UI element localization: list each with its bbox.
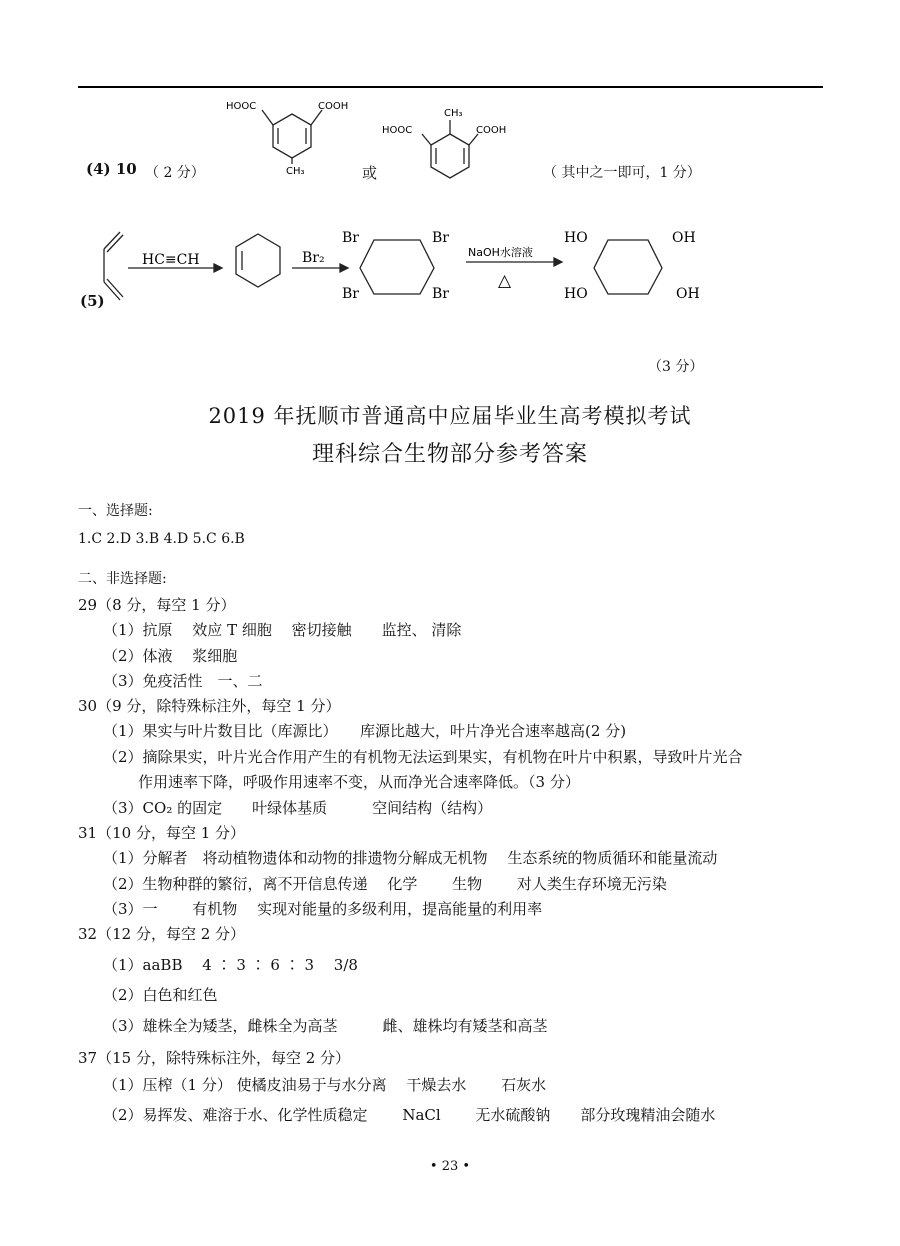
br-label-2: Br — [432, 230, 449, 246]
part4-score: （ 2 分） — [145, 165, 205, 181]
q37-line-2: （2）易挥发、难溶于水、化学性质稳定 NaCl 无水硫酸钠 部分玫瑰精油会随水 — [103, 1106, 716, 1124]
q37-header: 37（15 分，除特殊标注外，每空 2 分） — [78, 1049, 351, 1067]
top-rule — [78, 86, 823, 88]
reagent-bromine: Br₂ — [302, 250, 325, 266]
oh-label-3: HO — [564, 286, 588, 302]
struct1-right-group: COOH — [318, 101, 349, 112]
br-label-3: Br — [342, 286, 359, 302]
q30-line-2-cont: 作用速率下降，呼吸作用速率不变，从而净光合速率降低。（3 分） — [138, 773, 580, 791]
title-line-2: 理科综合生物部分参考答案 — [311, 442, 588, 467]
oh-label-2: OH — [672, 230, 696, 246]
q37-line-1: （1）压榨（1 分） 使橘皮油易于与水分离 干燥去水 石灰水 — [103, 1076, 547, 1094]
heat-symbol: △ — [498, 271, 512, 291]
page-number: • 23 • — [429, 1159, 471, 1174]
oh-label-4: OH — [676, 286, 700, 302]
br-label-1: Br — [342, 230, 359, 246]
struct2-right-group: COOH — [476, 125, 507, 136]
q29-line-3: （3）免疫活性 一、二 — [103, 672, 263, 690]
q32-line-2: （2）白色和红色 — [103, 986, 218, 1004]
q30-line-3: （3）CO₂ 的固定 叶绿体基质 空间结构（结构） — [103, 799, 493, 817]
q30-line-1: （1）果实与叶片数目比（库源比） 库源比越大，叶片净光合速率越高(2 分) — [103, 722, 627, 740]
struct1-left-group: HOOC — [226, 101, 257, 112]
q29-line-1: （1）抗原 效应 T 细胞 密切接触 监控、 清除 — [103, 621, 462, 639]
q32-line-1: （1）aaBB 4 ∶ 3 ∶ 6 ∶ 3 3/8 — [103, 956, 358, 974]
struct2-left-group: HOOC — [382, 125, 413, 136]
q32-line-3: （3）雄株全为矮茎，雌株全为高茎 雌、雄株均有矮茎和高茎 — [103, 1017, 548, 1035]
structure-methyl-isophthalic — [378, 98, 528, 183]
struct2-top-group: CH₃ — [444, 108, 463, 119]
oh-label-1: HO — [564, 230, 588, 246]
q31-header: 31（10 分，每空 1 分） — [78, 824, 246, 842]
reaction-scheme — [96, 214, 716, 314]
or-word: 或 — [362, 164, 378, 182]
part4-note: （ 其中之一即可，1 分） — [543, 165, 701, 181]
q31-line-3: （3）一 有机物 实现对能量的多级利用，提高能量的利用率 — [103, 900, 543, 918]
part5-label: (5) — [80, 292, 105, 310]
part5-score: （3 分） — [648, 359, 704, 375]
q31-line-2: （2）生物种群的繁衍，离不开信息传递 化学 生物 对人类生存环境无污染 — [103, 875, 667, 893]
structure-isophthalic-methyl — [222, 92, 372, 182]
q32-header: 32（12 分，每空 2 分） — [78, 925, 246, 943]
title-line-1: 2019 年抚顺市普通高中应届毕业生高考模拟考试 — [208, 404, 692, 428]
struct1-bottom-group: CH₃ — [286, 166, 305, 177]
section1-heading: 一、选择题: — [78, 503, 153, 519]
reagent-naoh: NaOH水溶液 — [468, 246, 533, 259]
br-label-4: Br — [432, 286, 449, 302]
q31-line-1: （1）分解者 将动植物遗体和动物的排遗物分解成无机物 生态系统的物质循环和能量流动 — [103, 849, 718, 867]
q30-line-2: （2）摘除果实，叶片光合作用产生的有机物无法运到果实，有机物在叶片中积累，导致叶片光合 — [103, 748, 743, 766]
q29-header: 29（8 分，每空 1 分） — [78, 596, 236, 614]
section2-heading: 二、非选择题: — [78, 571, 167, 587]
part4-label: (4) 10 — [86, 160, 137, 178]
q29-line-2: （2）体液 浆细胞 — [103, 647, 238, 665]
q30-header: 30（9 分，除特殊标注外，每空 1 分） — [78, 697, 341, 715]
section1-answers: 1.C 2.D 3.B 4.D 5.C 6.B — [78, 531, 245, 547]
reagent-acetylene: HC≡CH — [142, 252, 200, 268]
